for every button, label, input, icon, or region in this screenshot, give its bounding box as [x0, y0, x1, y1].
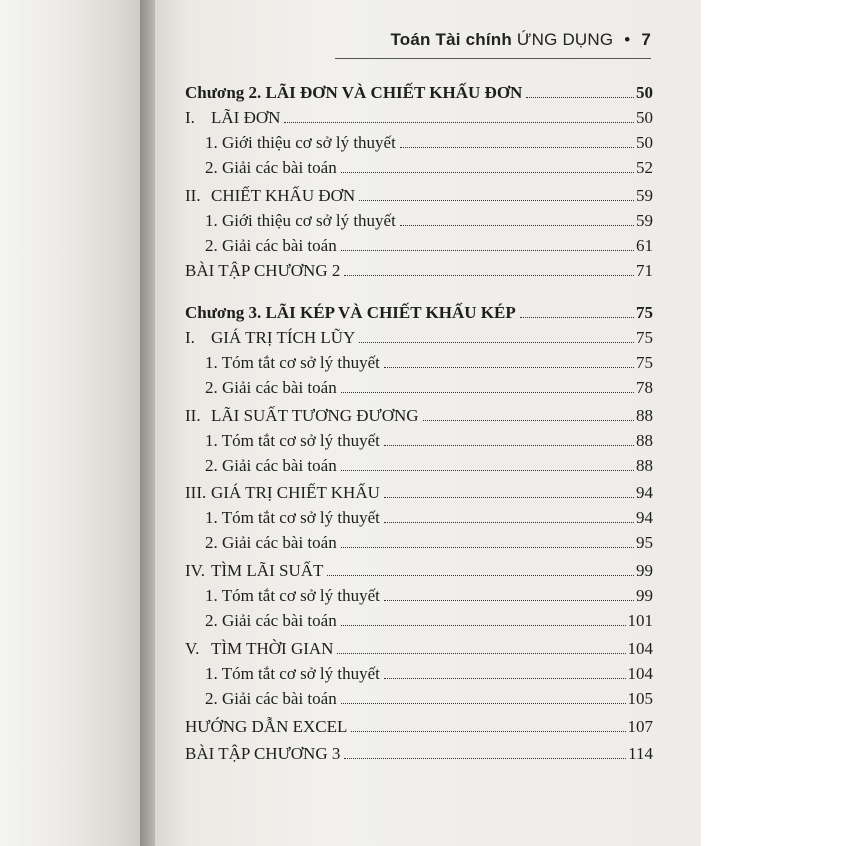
toc-page-number: 75 [636, 353, 653, 372]
toc-entry-numeral: II. [185, 406, 201, 425]
toc-dot-leader [344, 275, 634, 276]
toc-entry-numeral: II. [185, 186, 201, 205]
toc-entry-label: BÀI TẬP CHƯƠNG 2 [185, 261, 341, 280]
toc-dot-leader [341, 172, 634, 173]
toc-dot-leader [327, 575, 634, 576]
toc-dot-leader [344, 758, 626, 759]
toc-entry [185, 683, 653, 709]
toc-page-number: 104 [627, 639, 653, 658]
toc-page-number: 61 [636, 236, 653, 255]
toc-dot-leader [520, 317, 634, 318]
toc-entry-label: 1. Tóm tắt cơ sở lý thuyết [205, 431, 380, 450]
toc-dot-leader [384, 367, 634, 368]
toc-entry-label: 2. Giải các bài toán [205, 611, 337, 630]
toc-dot-leader [384, 445, 634, 446]
toc-dot-leader [384, 600, 634, 601]
toc-entry-numeral: III. [185, 483, 207, 502]
toc-chapter-entry [185, 297, 653, 323]
toc-entry [185, 658, 653, 684]
toc-page-number: 52 [636, 158, 653, 177]
toc-entry-label: Chương 2. LÃI ĐƠN VÀ CHIẾT KHẤU ĐƠN [185, 83, 523, 102]
toc-dot-leader [341, 392, 634, 393]
toc-page-number: 88 [636, 456, 653, 475]
running-header [390, 30, 651, 50]
toc-entry-label: Chương 3. LÃI KÉP VÀ CHIẾT KHẤU KÉP [185, 303, 516, 322]
toc-entry [185, 255, 653, 281]
toc-entry-numeral: V. [185, 639, 200, 658]
toc-dot-leader [384, 678, 626, 679]
toc-entry [185, 605, 653, 631]
toc-page-number: 75 [636, 328, 653, 347]
toc-entry [185, 322, 653, 348]
toc-page-number: 94 [636, 508, 653, 527]
toc-page-number: 101 [627, 611, 653, 630]
toc-page-number: 50 [636, 108, 653, 127]
toc-entry [185, 527, 653, 553]
toc-dot-leader [384, 522, 634, 523]
toc-entry [185, 102, 653, 128]
toc-page-number: 88 [636, 431, 653, 450]
toc-entry-label: 1. Giới thiệu cơ sở lý thuyết [205, 211, 396, 230]
toc-entry [185, 477, 653, 503]
toc-entry-label: 1. Giới thiệu cơ sở lý thuyết [205, 133, 396, 152]
toc-entry-label: 2. Giải các bài toán [205, 378, 337, 397]
toc-dot-leader [400, 225, 634, 226]
toc-entry-label: BÀI TẬP CHƯƠNG 3 [185, 744, 341, 763]
toc-entry [185, 400, 653, 426]
toc-page-number: 107 [627, 717, 653, 736]
toc-dot-leader [341, 470, 634, 471]
toc-page-number: 114 [628, 744, 653, 763]
toc-entry [185, 633, 653, 659]
toc-page-number: 88 [636, 406, 653, 425]
toc-dot-leader [341, 703, 626, 704]
toc-dot-leader [341, 547, 634, 548]
toc-page-number: 99 [636, 561, 653, 580]
toc-dot-leader [423, 420, 634, 421]
toc-entry-label: GIÁ TRỊ TÍCH LŨY [211, 328, 356, 347]
toc-dot-leader [351, 731, 625, 732]
toc-entry [185, 738, 653, 764]
toc-entry [185, 205, 653, 231]
toc-entry-numeral: IV. [185, 561, 205, 580]
toc-page-number: 50 [636, 83, 653, 102]
toc-entry [185, 230, 653, 256]
toc-dot-leader [400, 147, 634, 148]
toc-page-number: 95 [636, 533, 653, 552]
toc-entry-label: LÃI ĐƠN [211, 108, 281, 127]
toc-page-number: 94 [636, 483, 653, 502]
toc-entry-label: 2. Giải các bài toán [205, 456, 337, 475]
toc-page-number: 99 [636, 586, 653, 605]
toc-page-number: 105 [627, 689, 653, 708]
toc-entry-label: TÌM LÃI SUẤT [211, 561, 324, 580]
toc-page-number: 59 [636, 186, 653, 205]
toc-dot-leader [384, 497, 634, 498]
toc-entry [185, 347, 653, 373]
toc-entry-label: 1. Tóm tắt cơ sở lý thuyết [205, 508, 380, 527]
header-rule [335, 58, 651, 59]
book-page [155, 0, 701, 846]
toc-entry [185, 502, 653, 528]
toc-entry [185, 180, 653, 206]
toc-page-number: 71 [636, 261, 653, 280]
header-subtitle: ỨNG DỤNG [516, 30, 614, 49]
toc-entry-label: 1. Tóm tắt cơ sở lý thuyết [205, 586, 380, 605]
book-spine-background [0, 0, 148, 846]
toc-entry-numeral: I. [185, 108, 195, 127]
toc-entry [185, 555, 653, 581]
right-margin [701, 0, 846, 846]
header-page-number: 7 [641, 30, 651, 49]
toc-entry [185, 127, 653, 153]
toc-entry [185, 711, 653, 737]
toc-entry-label: TÌM THỜI GIAN [211, 639, 334, 658]
header-bullet: • [624, 30, 631, 49]
toc-chapter-entry [185, 77, 653, 103]
toc-dot-leader [526, 97, 634, 98]
toc-entry-label: 1. Tóm tắt cơ sở lý thuyết [205, 353, 380, 372]
toc-page-number: 75 [636, 303, 653, 322]
toc-entry [185, 372, 653, 398]
header-title: Toán Tài chính [390, 30, 512, 49]
toc-page-number: 50 [636, 133, 653, 152]
toc-entry [185, 450, 653, 476]
toc-entry-label: 2. Giải các bài toán [205, 689, 337, 708]
toc-dot-leader [359, 342, 634, 343]
toc-dot-leader [341, 250, 634, 251]
toc-entry-label: 2. Giải các bài toán [205, 533, 337, 552]
toc-entry [185, 152, 653, 178]
toc-entry [185, 580, 653, 606]
toc-entry-label: LÃI SUẤT TƯƠNG ĐƯƠNG [211, 406, 419, 425]
toc-entry-numeral: I. [185, 328, 195, 347]
toc-entry-label: 1. Tóm tắt cơ sở lý thuyết [205, 664, 380, 683]
toc-entry-label: CHIẾT KHẤU ĐƠN [211, 186, 356, 205]
toc-dot-leader [341, 625, 626, 626]
toc-page-number: 104 [627, 664, 653, 683]
toc-entry-label: GIÁ TRỊ CHIẾT KHẤU [211, 483, 380, 502]
toc-dot-leader [359, 200, 634, 201]
toc-dot-leader [284, 122, 634, 123]
toc-page-number: 59 [636, 211, 653, 230]
toc-entry-label: 2. Giải các bài toán [205, 158, 337, 177]
toc-entry-label: HƯỚNG DẪN EXCEL [185, 717, 348, 736]
toc-page-number: 78 [636, 378, 653, 397]
toc-dot-leader [337, 653, 625, 654]
toc-entry [185, 425, 653, 451]
toc-entry-label: 2. Giải các bài toán [205, 236, 337, 255]
